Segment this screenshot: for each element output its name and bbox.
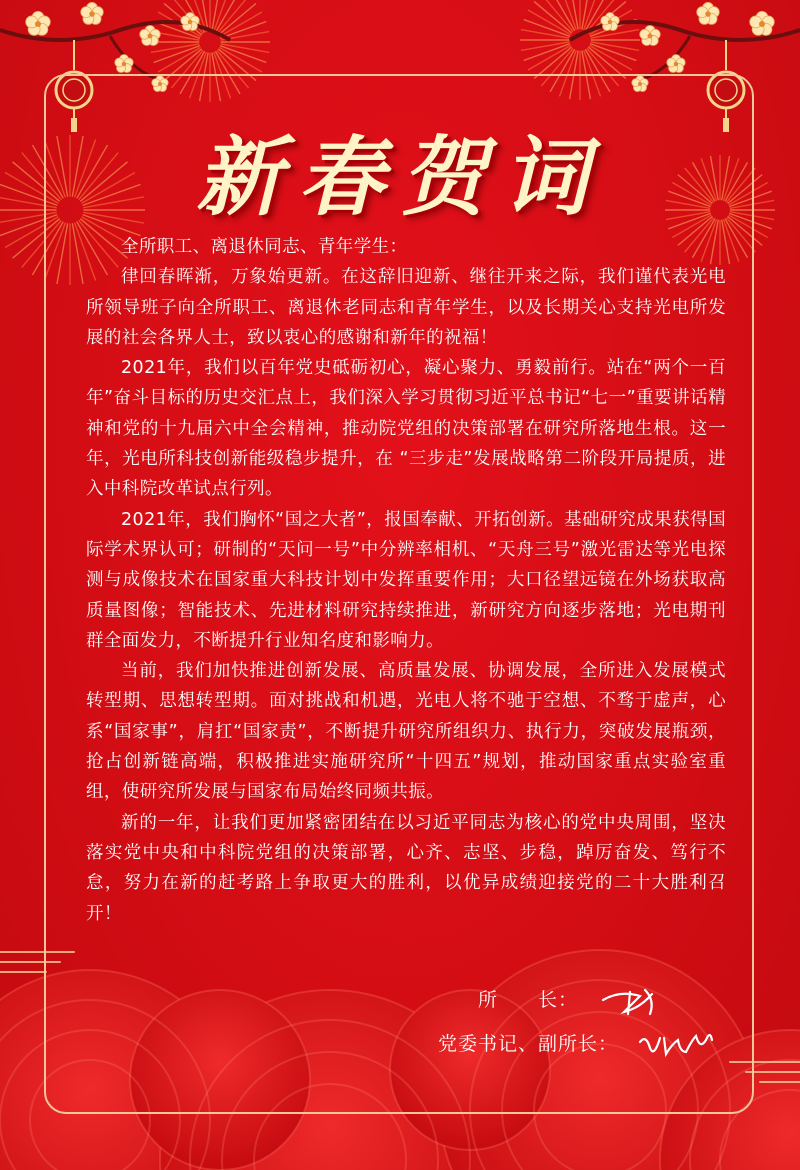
paragraph: 2021年，我们胸怀“国之大者”，报国奉献、开拓创新。基础研究成果获得国际学术界认可；研制的“天问一号”中分辨率相机、“天舟三号”激光雷达等光电探测与成像技术在国家重大科技计划中发挥重要作用；大口径望远镜在外场获取高质量图像；智能技术、先进材料研究持续推进，新研究方向逐步落地；光电期刊群全面发力，不断提升行业知名度和影响力。 — [86, 509, 726, 651]
paragraph: 新的一年，让我们更加紧密团结在以习近平同志为核心的党中央周围，坚决落实党中央和中科院党组的决策部署，心齐、志坚、步稳，踔厉奋发、笃行不怠，努力在新的赶考路上争取更大的胜利，以优异成绩迎接党的二十大胜利召开！ — [86, 812, 726, 924]
paragraph: 2021年，我们以百年党史砥砺初心，凝心聚力、勇毅前行。站在“两个一百年”奋斗目标的历史交汇点上，我们深入学习贯彻习近平总书记“七一”重要讲话精神和党的十九届六中全会精神，推动院党组的决策部署在研究所落地生根。这一年，光电所科技创新能级稳步提升，在 “三步走”发展战略第二阶段开局提质，进入中科院改革试点行列。 — [86, 358, 726, 500]
letter-body — [86, 232, 726, 929]
plum-blossom-icon — [667, 55, 685, 73]
plum-blossom-icon — [697, 2, 720, 24]
plum-blossom-icon — [181, 13, 199, 31]
director-label: 所 长： — [478, 989, 579, 1011]
plum-blossom-icon — [26, 11, 51, 35]
paragraph: 当前，我们加快推进创新发展、高质量发展、协调发展，全所进入发展模式转型期、思想转型期。面对挑战和机遇，光电人将不驰于空想、不骛于虚声，心系“国家事”，肩扛“国家责”，不断提升研究所组织力、执行力，突破发展瓶颈，抢占创新链高端，积极推进实施研究所“十四五”规划，推动国家重点实验室重组，使研究所发展与国家布局始终同频共振。 — [86, 661, 726, 803]
secretary-label: 党委书记、副所长： — [438, 1033, 619, 1055]
director-signature-line — [478, 985, 578, 1012]
secretary-signature-line — [438, 1029, 618, 1056]
plum-blossom-icon — [115, 55, 133, 73]
plum-blossom-icon — [640, 26, 660, 46]
plum-blossom-icon — [81, 2, 104, 24]
salutation: 全所职工、离退休同志、青年学生： — [121, 237, 408, 257]
plum-blossom-icon — [601, 13, 619, 31]
plum-blossom-icon — [140, 26, 160, 46]
paragraph: 律回春晖渐，万象始更新。在这辞旧迎新、继往开来之际，我们谨代表光电所领导班子向全所职工、离退休老同志和青年学生，以及长期关心支持光电所发展的社会各界人士，致以衷心的感谢和新年的祝福！ — [86, 267, 726, 348]
page-title: 新春贺词 — [196, 127, 604, 228]
plum-blossom-icon — [750, 11, 775, 35]
